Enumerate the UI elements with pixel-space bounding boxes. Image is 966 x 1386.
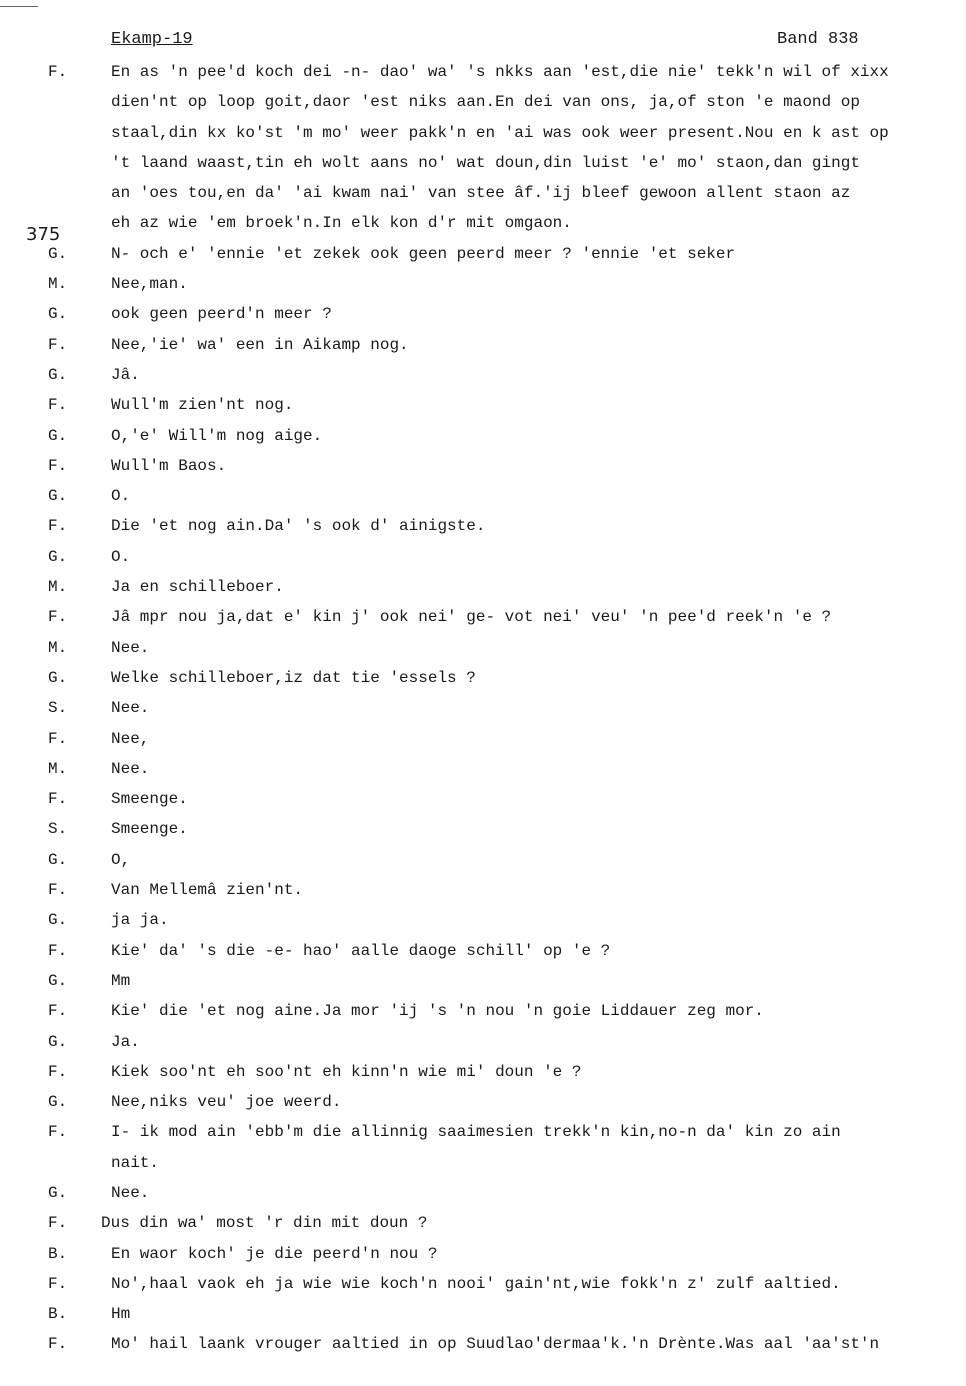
speaker-label: F.: [48, 517, 68, 536]
speaker-label: F.: [48, 1002, 68, 1021]
utterance-text: Die 'et nog ain.Da' 's ook d' ainigste.: [111, 517, 486, 536]
transcript-line: [0, 1149, 966, 1179]
transcript-line: [0, 58, 966, 88]
transcript-line: [0, 725, 966, 755]
speaker-label: G.: [48, 1183, 68, 1202]
transcript-line: [0, 815, 966, 845]
utterance-text: Hm: [111, 1305, 131, 1324]
transcript-line: [0, 240, 966, 270]
transcript-line: [0, 603, 966, 633]
speaker-label: F.: [48, 881, 68, 900]
transcript-line: [0, 1209, 966, 1239]
transcript-line: [0, 694, 966, 724]
transcript-line: [0, 967, 966, 997]
utterance-text: No',haal vaok eh ja wie wie koch'n nooi' gain'nt,wie fokk'n z' zulf aaltied.: [111, 1274, 841, 1293]
speaker-label: F.: [48, 396, 68, 415]
transcript-line: [0, 179, 966, 209]
speaker-label: S.: [48, 820, 68, 839]
utterance-text: Dus din wa' most 'r din mit doun ?: [101, 1214, 428, 1233]
transcript-line: [0, 1240, 966, 1270]
utterance-text: 't laand waast,tin eh wolt aans no' wat doun,din luist 'e' mo' staon,dan gingt: [111, 153, 860, 172]
utterance-text: Nee,niks veu' joe weerd.: [111, 1093, 342, 1112]
utterance-text: dien'nt op loop goit,daor 'est niks aan.En dei van ons, ja,of ston 'e maond op: [111, 93, 860, 112]
speaker-label: F.: [48, 63, 68, 81]
transcript-line: [0, 785, 966, 815]
utterance-text: ja ja.: [111, 911, 169, 930]
speaker-label: F.: [48, 1214, 68, 1233]
utterance-text: Mm: [111, 971, 131, 990]
speaker-label: G.: [48, 426, 68, 445]
utterance-text: Mo' hail laank vrouger aaltied in op Suudlao'dermaa'k.'n Drènte.Was aal 'aa'st'n: [111, 1335, 880, 1354]
speaker-label: F.: [48, 1335, 68, 1354]
transcript-line: [0, 846, 966, 876]
transcript-line: [0, 452, 966, 482]
utterance-text: O.: [111, 487, 131, 506]
speaker-label: G.: [48, 487, 68, 506]
speaker-label: F.: [48, 1123, 68, 1142]
utterance-text: Welke schilleboer,iz dat tie 'essels ?: [111, 668, 476, 687]
speaker-label: G.: [48, 971, 68, 990]
utterance-text: eh az wie 'em broek'n.In elk kon d'r mit omgaon.: [111, 214, 572, 233]
speaker-label: F.: [48, 729, 68, 748]
speaker-label: F.: [48, 608, 68, 627]
transcript-line: [0, 331, 966, 361]
transcript-line: [0, 1179, 966, 1209]
transcript-line: [0, 1088, 966, 1118]
utterance-text: O,: [111, 850, 131, 869]
transcript-line: [0, 422, 966, 452]
utterance-text: O,'e' Will'm nog aige.: [111, 426, 323, 445]
speaker-label: F.: [48, 1062, 68, 1081]
transcript-body: [0, 58, 966, 1361]
utterance-text: Kiek soo'nt eh soo'nt eh kinn'n wie mi' doun 'e ?: [111, 1062, 582, 1081]
transcript-line: [0, 997, 966, 1027]
utterance-text: Kie' die 'et nog aine.Ja mor 'ij 's 'n nou 'n goie Liddauer zeg mor.: [111, 1002, 764, 1021]
speaker-label: F.: [48, 456, 68, 475]
transcript-line: [0, 634, 966, 664]
transcript-line: [0, 1058, 966, 1088]
speaker-label: F.: [48, 941, 68, 960]
speaker-label: G.: [48, 365, 68, 384]
utterance-text: an 'oes tou,en da' 'ai kwam nai' van stee âf.'ij bleef gewoon allent staon az: [111, 184, 851, 203]
transcript-line: [0, 270, 966, 300]
utterance-text: Ja.: [111, 1032, 140, 1051]
transcript-line: [0, 119, 966, 149]
utterance-text: Nee.: [111, 1183, 150, 1202]
utterance-text: Nee,'ie' wa' een in Aikamp nog.: [111, 335, 409, 354]
utterance-text: nait.: [111, 1153, 160, 1172]
speaker-label: B.: [48, 1244, 68, 1263]
speaker-label: F.: [48, 1274, 68, 1293]
utterance-text: Smeenge.: [111, 820, 188, 839]
speaker-label: G.: [48, 305, 68, 324]
utterance-text: Nee,: [111, 729, 150, 748]
transcript-line: [0, 149, 966, 179]
speaker-label: F.: [48, 335, 68, 354]
utterance-text: O.: [111, 547, 131, 566]
document-code: Ekamp-19: [111, 30, 193, 49]
transcript-line: [0, 1330, 966, 1360]
utterance-text: Ja en schilleboer.: [111, 578, 284, 597]
utterance-text: N- och e' 'ennie 'et zekek ook geen peerd meer ? 'ennie 'et seker: [111, 244, 736, 263]
transcript-line: [0, 755, 966, 785]
utterance-text: Nee.: [111, 638, 150, 657]
speaker-label: B.: [48, 1305, 68, 1324]
utterance-text: Smeenge.: [111, 790, 188, 809]
utterance-text: En waor koch' je die peerd'n nou ?: [111, 1244, 438, 1263]
transcript-line: [0, 906, 966, 936]
transcript-line: [0, 664, 966, 694]
utterance-text: I- ik mod ain 'ebb'm die allinnig saaimesien trekk'n kin,no-n da' kin zo ain: [111, 1123, 841, 1142]
utterance-text: Wull'm Baos.: [111, 456, 227, 475]
speaker-label: M.: [48, 275, 68, 294]
tape-number: Band 838: [777, 30, 859, 49]
transcript-line: [0, 876, 966, 906]
transcript-line: [0, 937, 966, 967]
transcript-line: [0, 573, 966, 603]
utterance-text: staal,din kx ko'st 'm mo' weer pakk'n en 'ai was ook weer present.Nou en k ast op: [111, 123, 889, 142]
utterance-text: Jâ.: [111, 365, 140, 384]
utterance-text: Wull'm zien'nt nog.: [111, 396, 294, 415]
speaker-label: G.: [48, 850, 68, 869]
transcript-line: [0, 361, 966, 391]
speaker-label: G.: [48, 1093, 68, 1112]
transcript-line: [0, 209, 966, 239]
speaker-label: G.: [48, 244, 68, 263]
utterance-text: Nee.: [111, 699, 150, 718]
utterance-text: ook geen peerd'n meer ?: [111, 305, 332, 324]
speaker-label: G.: [48, 911, 68, 930]
transcript-line: [0, 300, 966, 330]
transcript-line: [0, 482, 966, 512]
transcript-line: [0, 1028, 966, 1058]
speaker-label: G.: [48, 668, 68, 687]
speaker-label: G.: [48, 547, 68, 566]
transcript-line: [0, 543, 966, 573]
utterance-text: Jâ mpr nou ja,dat e' kin j' ook nei' ge- vot nei' veu' 'n pee'd reek'n 'e ?: [111, 608, 832, 627]
top-rule: [0, 6, 38, 7]
utterance-text: Nee.: [111, 759, 150, 778]
speaker-label: M.: [48, 759, 68, 778]
transcript-line: [0, 391, 966, 421]
speaker-label: F.: [48, 790, 68, 809]
speaker-label: S.: [48, 699, 68, 718]
utterance-text: En as 'n pee'd koch dei -n- dao' wa' 's nkks aan 'est,die nie' tekk'n wil of xixx: [111, 63, 889, 81]
transcript-line: [0, 88, 966, 118]
utterance-text: Nee,man.: [111, 275, 188, 294]
utterance-text: Kie' da' 's die -e- hao' aalle daoge schill' op 'e ?: [111, 941, 611, 960]
speaker-label: M.: [48, 638, 68, 657]
transcript-line: [0, 1300, 966, 1330]
margin-line-number: 375: [26, 224, 61, 245]
speaker-label: M.: [48, 578, 68, 597]
transcript-line: [0, 1118, 966, 1148]
transcript-line: [0, 1270, 966, 1300]
transcript-line: [0, 512, 966, 542]
utterance-text: Van Mellemâ zien'nt.: [111, 881, 304, 900]
speaker-label: G.: [48, 1032, 68, 1051]
